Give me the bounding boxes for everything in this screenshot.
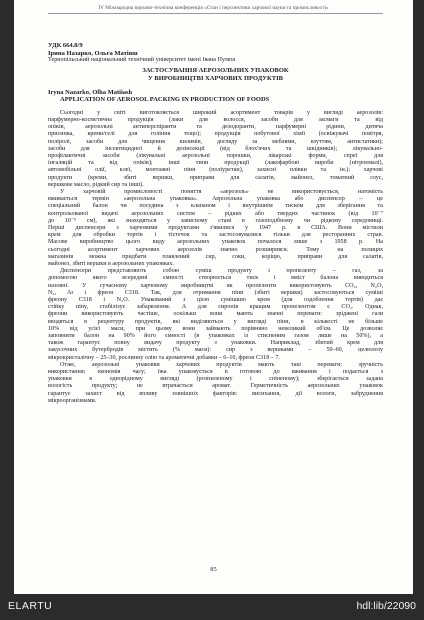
paragraph-4-line: вологість продукту; не втрачається аромат. Герметичність аерозольних упаковок bbox=[48, 383, 383, 390]
title-ukrainian-line-2: У ВИРОБНИЦТВІ ХАРЧОВИХ ПРОДУКТІВ bbox=[148, 74, 283, 82]
paragraph-1-line: автомобільні олії, клеї, монтажні піни (поліуретан), захисні плівки та ін.); харчові bbox=[48, 167, 383, 174]
paragraph-3-line: стійку піну, стабілізує забарвлення. А для сиропів кращим пропелентом є CO₂. Однак, bbox=[48, 304, 383, 311]
paragraph-1-line: Сьогодні у світі виготовляється широкий асортимент товарів у вигляді аерозолів: bbox=[60, 109, 383, 116]
paragraph-2-line: контрольованої видачі аерозольних систем – рідких або твердих частинок (від 10⁻⁷ bbox=[48, 210, 383, 217]
paragraph-1-line: інгаляцій та від опіків); інші типи продукції (лакофарбові вироби (нітроемалі), bbox=[48, 160, 383, 167]
authors-ukrainian: Ірина Назарко, Ольга Матіяш bbox=[48, 49, 138, 57]
title-ukrainian-line-1: ЗАСТОСУВАННЯ АЕРОЗОЛЬНИХ УПАКОВОК bbox=[142, 67, 289, 75]
paragraph-2-line: майонез, збиті вершки в аерозольних упаковках. bbox=[48, 261, 174, 268]
paragraph-3-line: мікрокристалічну – 25–30, рослинну олію та ароматичні добавки – 6–10, фреон С318 – 7. bbox=[48, 354, 280, 361]
paragraph-2-line: до 10⁻⁵ см), які знаходяться у зависному стані в газоподібному чи рідкому середовищі. bbox=[48, 217, 383, 224]
paragraph-4-line: Отже, аерозольні упаковки харчових продуктів мають такі переваги: зручність bbox=[60, 361, 383, 368]
paragraph-2-line: Перші диспенсери з харчовими продуктами з'явилися у 1947 р. в США. Вони містили bbox=[48, 225, 383, 232]
handle-identifier: hdl:lib/22090 bbox=[356, 600, 416, 612]
paragraph-1-line: профілактичні засоби (лікувальні аерозольні порошки, лікарські форми, спреї для bbox=[48, 152, 383, 159]
paragraph-1-line: парфумерно-косметична продукція (лаки для волосся, засоби для засмаги та від bbox=[48, 116, 383, 123]
udc-code: УДК 664.8/9 bbox=[48, 42, 83, 49]
header-rule bbox=[48, 13, 383, 14]
paragraph-2-line: Масове виробництво цього виду аерозольних упаковок почалося лише з 1958 р. На bbox=[48, 239, 383, 246]
paragraph-1-line: засоби для інсектицидної й дезінсекції (від блох'ячих та шкідників); лікувально- bbox=[48, 145, 383, 152]
paragraph-2-line: сьогодні асортимент харчових аерозолів значно розширився. Тому на полицях bbox=[48, 246, 383, 253]
paragraph-2-line: спеціальний балон чи посудина з клапаном і внутрішнім тиском для зберігання та bbox=[48, 203, 383, 210]
paragraph-1-line: присипка, креми/гелі для гоління тощо); продукція побутової хімії (освіжувачі повітря, bbox=[48, 131, 383, 138]
paragraph-2-line: магазинів можна придбати плавлений сир, соки, коріцю, приправи для салатів, bbox=[48, 253, 383, 260]
paragraph-3-line: заповнити балон на 90% його ємності (в упаковках із стисненим газом лише на 50%), а bbox=[48, 333, 383, 340]
paragraph-3-line: допомогою якого всередині ємності створюється тиск і вміст балона виводиться bbox=[48, 275, 383, 282]
paragraph-4-line: упаковки в однорідному вигляді (розпиленому і спіненому); зберігається задана bbox=[48, 376, 383, 383]
paragraph-3-line: також гарантує повну видачу продукту з упаковки. Наприклад, збитий крем для bbox=[48, 340, 383, 347]
paragraph-1-line: продукти (креми, збиті вершки, приправи для салатів, майонез, томатний соус, bbox=[48, 174, 383, 181]
article-body bbox=[48, 42, 383, 405]
paragraph-3-line: назовні. У сучасному харчовому виробництві як пропеленти використовують CO₂, N₂O, bbox=[48, 282, 383, 289]
running-header: IV Міжнародна науково-технічна конференція «Стан і перспективи харчової науки та промисловості» bbox=[98, 5, 329, 11]
paragraph-3-line: N₂, Ar і фреон C318. Так, для отримання піни (збиті вершки) застосовуються суміші bbox=[48, 289, 383, 296]
paragraph-2-line: вживається термін «аерозольна упаковка». Аерозольна упаковка або диспенсер – це bbox=[48, 196, 383, 203]
paragraphs-container bbox=[48, 110, 383, 405]
viewer-footer bbox=[0, 594, 424, 620]
paragraph-3-line: фреони використовують частіше, оскільки вони мають значні переваги: зріджені гази bbox=[48, 311, 383, 318]
paragraph-4-line: мікроорганізмами. bbox=[48, 397, 97, 404]
paragraph-3-line: фреону C318 і N₂O. Упакований з цією сумішшю крем (для оздоблення тортів) дає bbox=[48, 297, 383, 304]
paragraph-3-line: 10% від усієї маси, при цьому вони займають порівняно невеликий об'єм. Це дозволяє bbox=[48, 325, 383, 332]
paragraph-1-line: поліролі, засоби для чищення килимів, догляду за меблями, взуттям, антистатики); bbox=[48, 138, 383, 145]
authors-english: Iryna Nazarko, Olha Matiiash bbox=[48, 88, 133, 96]
paper-page bbox=[14, 0, 413, 594]
paragraph-2-line: крем для обробки тортів і тістечок та застосовувалися тільки для ресторанних страв. bbox=[48, 232, 383, 239]
affiliation: Тернопільський національний технічний університет імені Івана Пулюя bbox=[48, 57, 236, 64]
page-number: 85 bbox=[210, 566, 217, 573]
paragraph-3-line: Диспенсери представляють собою суміш продукту і пропеленту – газ, за bbox=[60, 268, 383, 275]
paragraph-4-line: гарантує захист від впливу зовнішніх факторів: висихання, дії вологи, забруднення bbox=[48, 390, 383, 397]
paragraph-1-line: опіків, аерозольні антиперспіранти та дезодоранти, парфумерні рідини, дитяча bbox=[48, 124, 383, 131]
title-english: APPLICATION OF AEROSOL PACKING IN PRODUCTION OF FOODS bbox=[60, 96, 270, 104]
repository-name: ELARTU bbox=[8, 600, 53, 612]
paragraph-3-line: закусочних бутербродів містить (% маси): сир з вершками – 50–60, целюлозу bbox=[48, 347, 383, 354]
paragraph-4-line: використання; економія часу; їжа упаковується в готовою до вживання і подається з bbox=[48, 369, 383, 376]
paragraph-3-line: вводяться в рецептуру продуктів, які виділяються у вигляді піни, в кількості не більше bbox=[48, 318, 383, 325]
paragraph-1-line: вершкове масло, рідкий сир та інші). bbox=[48, 181, 144, 188]
paragraph-2-line: У харчовій промисловості поняття «аерозоль» не використовується, натомість bbox=[60, 189, 383, 195]
